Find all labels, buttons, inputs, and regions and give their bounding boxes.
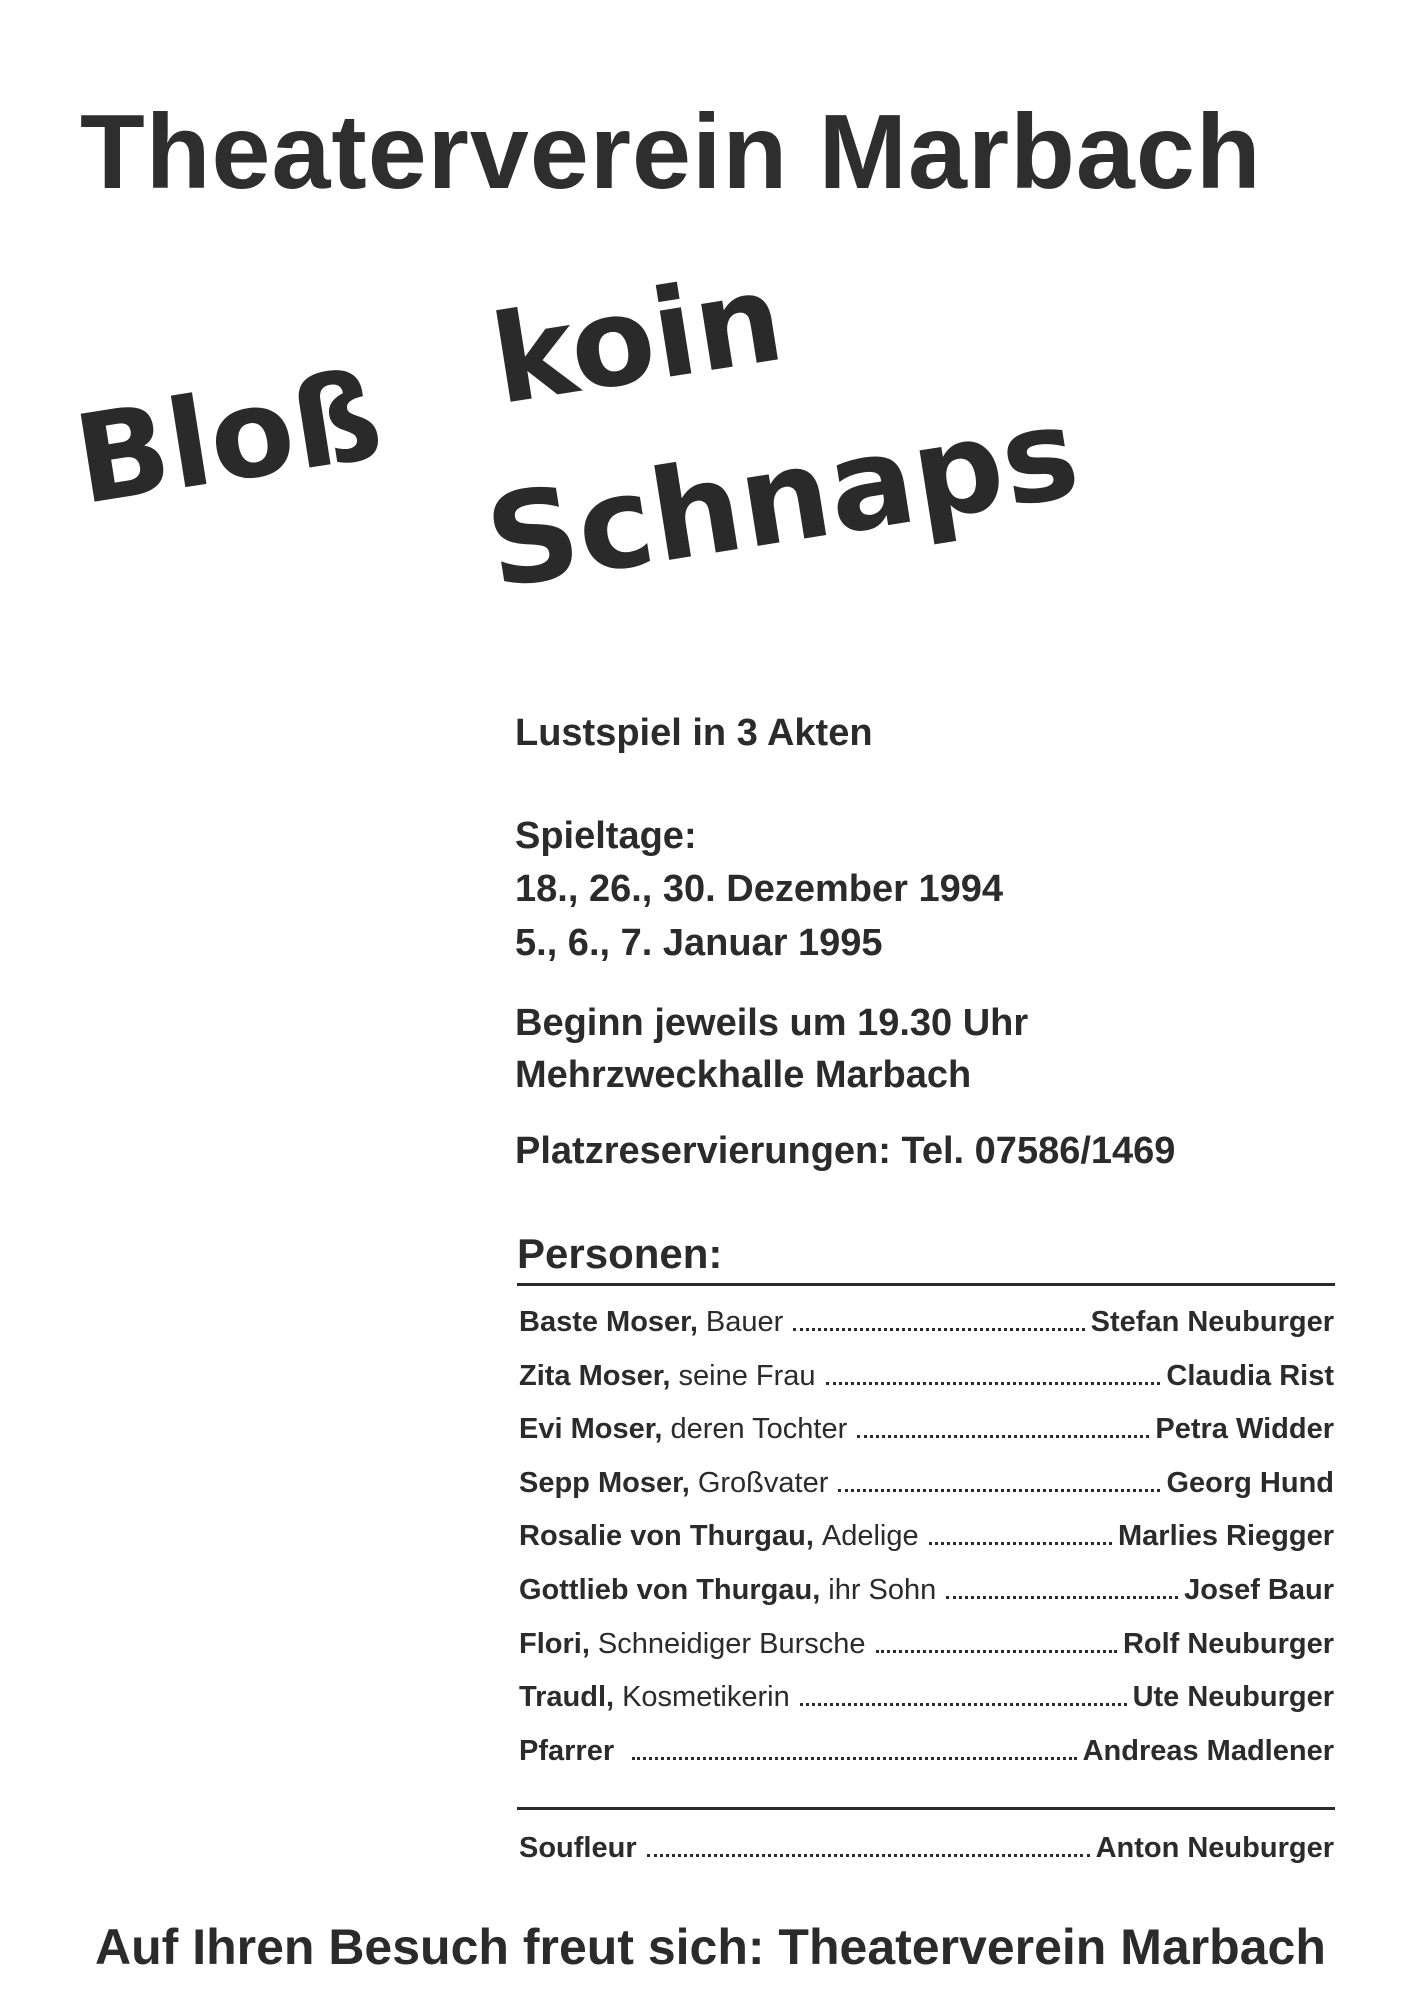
cast-row <box>519 1628 1334 1682</box>
cast-heading: Personen: <box>517 1230 723 1277</box>
cast-row <box>519 1832 1334 1886</box>
cast-row <box>519 1467 1334 1521</box>
cast-row <box>519 1520 1334 1574</box>
cast-row <box>519 1681 1334 1735</box>
character-name: Baste Moser, <box>519 1306 698 1338</box>
actor-name: Josef Baur <box>1184 1573 1334 1606</box>
cast-row <box>519 1306 1334 1360</box>
cast-heading-divider <box>517 1283 1335 1286</box>
cast-row <box>519 1735 1334 1789</box>
character-name: Gottlieb von Thurgau, <box>519 1573 821 1606</box>
character-role: Adelige <box>821 1520 919 1553</box>
reservation-phone: Platzreservierungen: Tel. 07586/1469 <box>515 1130 1176 1172</box>
character-role: deren Tochter <box>670 1413 848 1446</box>
character-role: Schneidiger Bursche <box>597 1627 866 1660</box>
play-title-word-schnaps: Schnaps <box>477 378 1088 617</box>
character-role: Bauer <box>705 1306 784 1338</box>
start-time: Beginn jeweils um 19.30 Uhr <box>515 1002 1029 1044</box>
character-name: Rosalie von Thurgau, <box>519 1520 814 1553</box>
actor-name: Petra Widder <box>1155 1413 1334 1446</box>
character-name: Pfarrer <box>519 1734 615 1767</box>
footer-invitation: Auf Ihren Besuch freut sich: Theaterverein Marbach <box>95 1919 1326 1975</box>
prompter-actor: Anton Neuburger <box>1095 1832 1334 1864</box>
play-subtitle: Lustspiel in 3 Akten <box>515 712 873 754</box>
leader-dots <box>929 1542 1112 1545</box>
performance-dates-december: 18., 26., 30. Dezember 1994 <box>515 868 1003 910</box>
leader-dots <box>857 1435 1149 1438</box>
actor-name: Andreas Madlener <box>1082 1734 1334 1767</box>
character-name: Traudl, <box>519 1681 615 1714</box>
cast-row <box>519 1413 1334 1467</box>
play-title-word-bloss: Bloß <box>65 343 391 532</box>
actor-name: Rolf Neuburger <box>1122 1627 1334 1660</box>
leader-dots <box>946 1596 1178 1599</box>
character-role: ihr Sohn <box>828 1573 937 1606</box>
cast-footer-divider <box>517 1807 1335 1810</box>
character-role: Großvater <box>697 1466 829 1499</box>
leader-dots <box>793 1328 1084 1331</box>
leader-dots <box>647 1854 1090 1857</box>
actor-name: Ute Neuburger <box>1132 1681 1334 1714</box>
character-name: Sepp Moser, <box>519 1466 690 1499</box>
prompter-credit <box>519 1832 1334 1886</box>
cast-row <box>519 1574 1334 1628</box>
venue: Mehrzweckhalle Marbach <box>515 1054 972 1096</box>
cast-row <box>519 1360 1334 1414</box>
actor-name: Georg Hund <box>1166 1466 1334 1499</box>
organization-title: Theaterverein Marbach <box>80 93 1262 211</box>
leader-dots <box>632 1757 1076 1760</box>
character-name: Zita Moser, <box>519 1359 671 1392</box>
character-name: Evi Moser, <box>519 1413 663 1446</box>
prompter-role: Soufleur <box>519 1832 637 1864</box>
performance-dates-january: 5., 6., 7. Januar 1995 <box>515 922 883 964</box>
cast-list <box>519 1306 1334 1788</box>
character-role: Kosmetikerin <box>622 1681 790 1714</box>
performance-days-label: Spieltage: <box>515 815 697 857</box>
character-name: Flori, <box>519 1627 590 1660</box>
play-title-word-koin: koin <box>482 246 792 432</box>
leader-dots <box>838 1489 1160 1492</box>
character-role: seine Frau <box>678 1359 816 1392</box>
leader-dots <box>876 1650 1117 1653</box>
actor-name: Marlies Riegger <box>1118 1520 1334 1553</box>
leader-dots <box>800 1703 1127 1706</box>
leader-dots <box>826 1382 1161 1385</box>
actor-name: Claudia Rist <box>1166 1359 1334 1392</box>
actor-name: Stefan Neuburger <box>1090 1306 1334 1338</box>
